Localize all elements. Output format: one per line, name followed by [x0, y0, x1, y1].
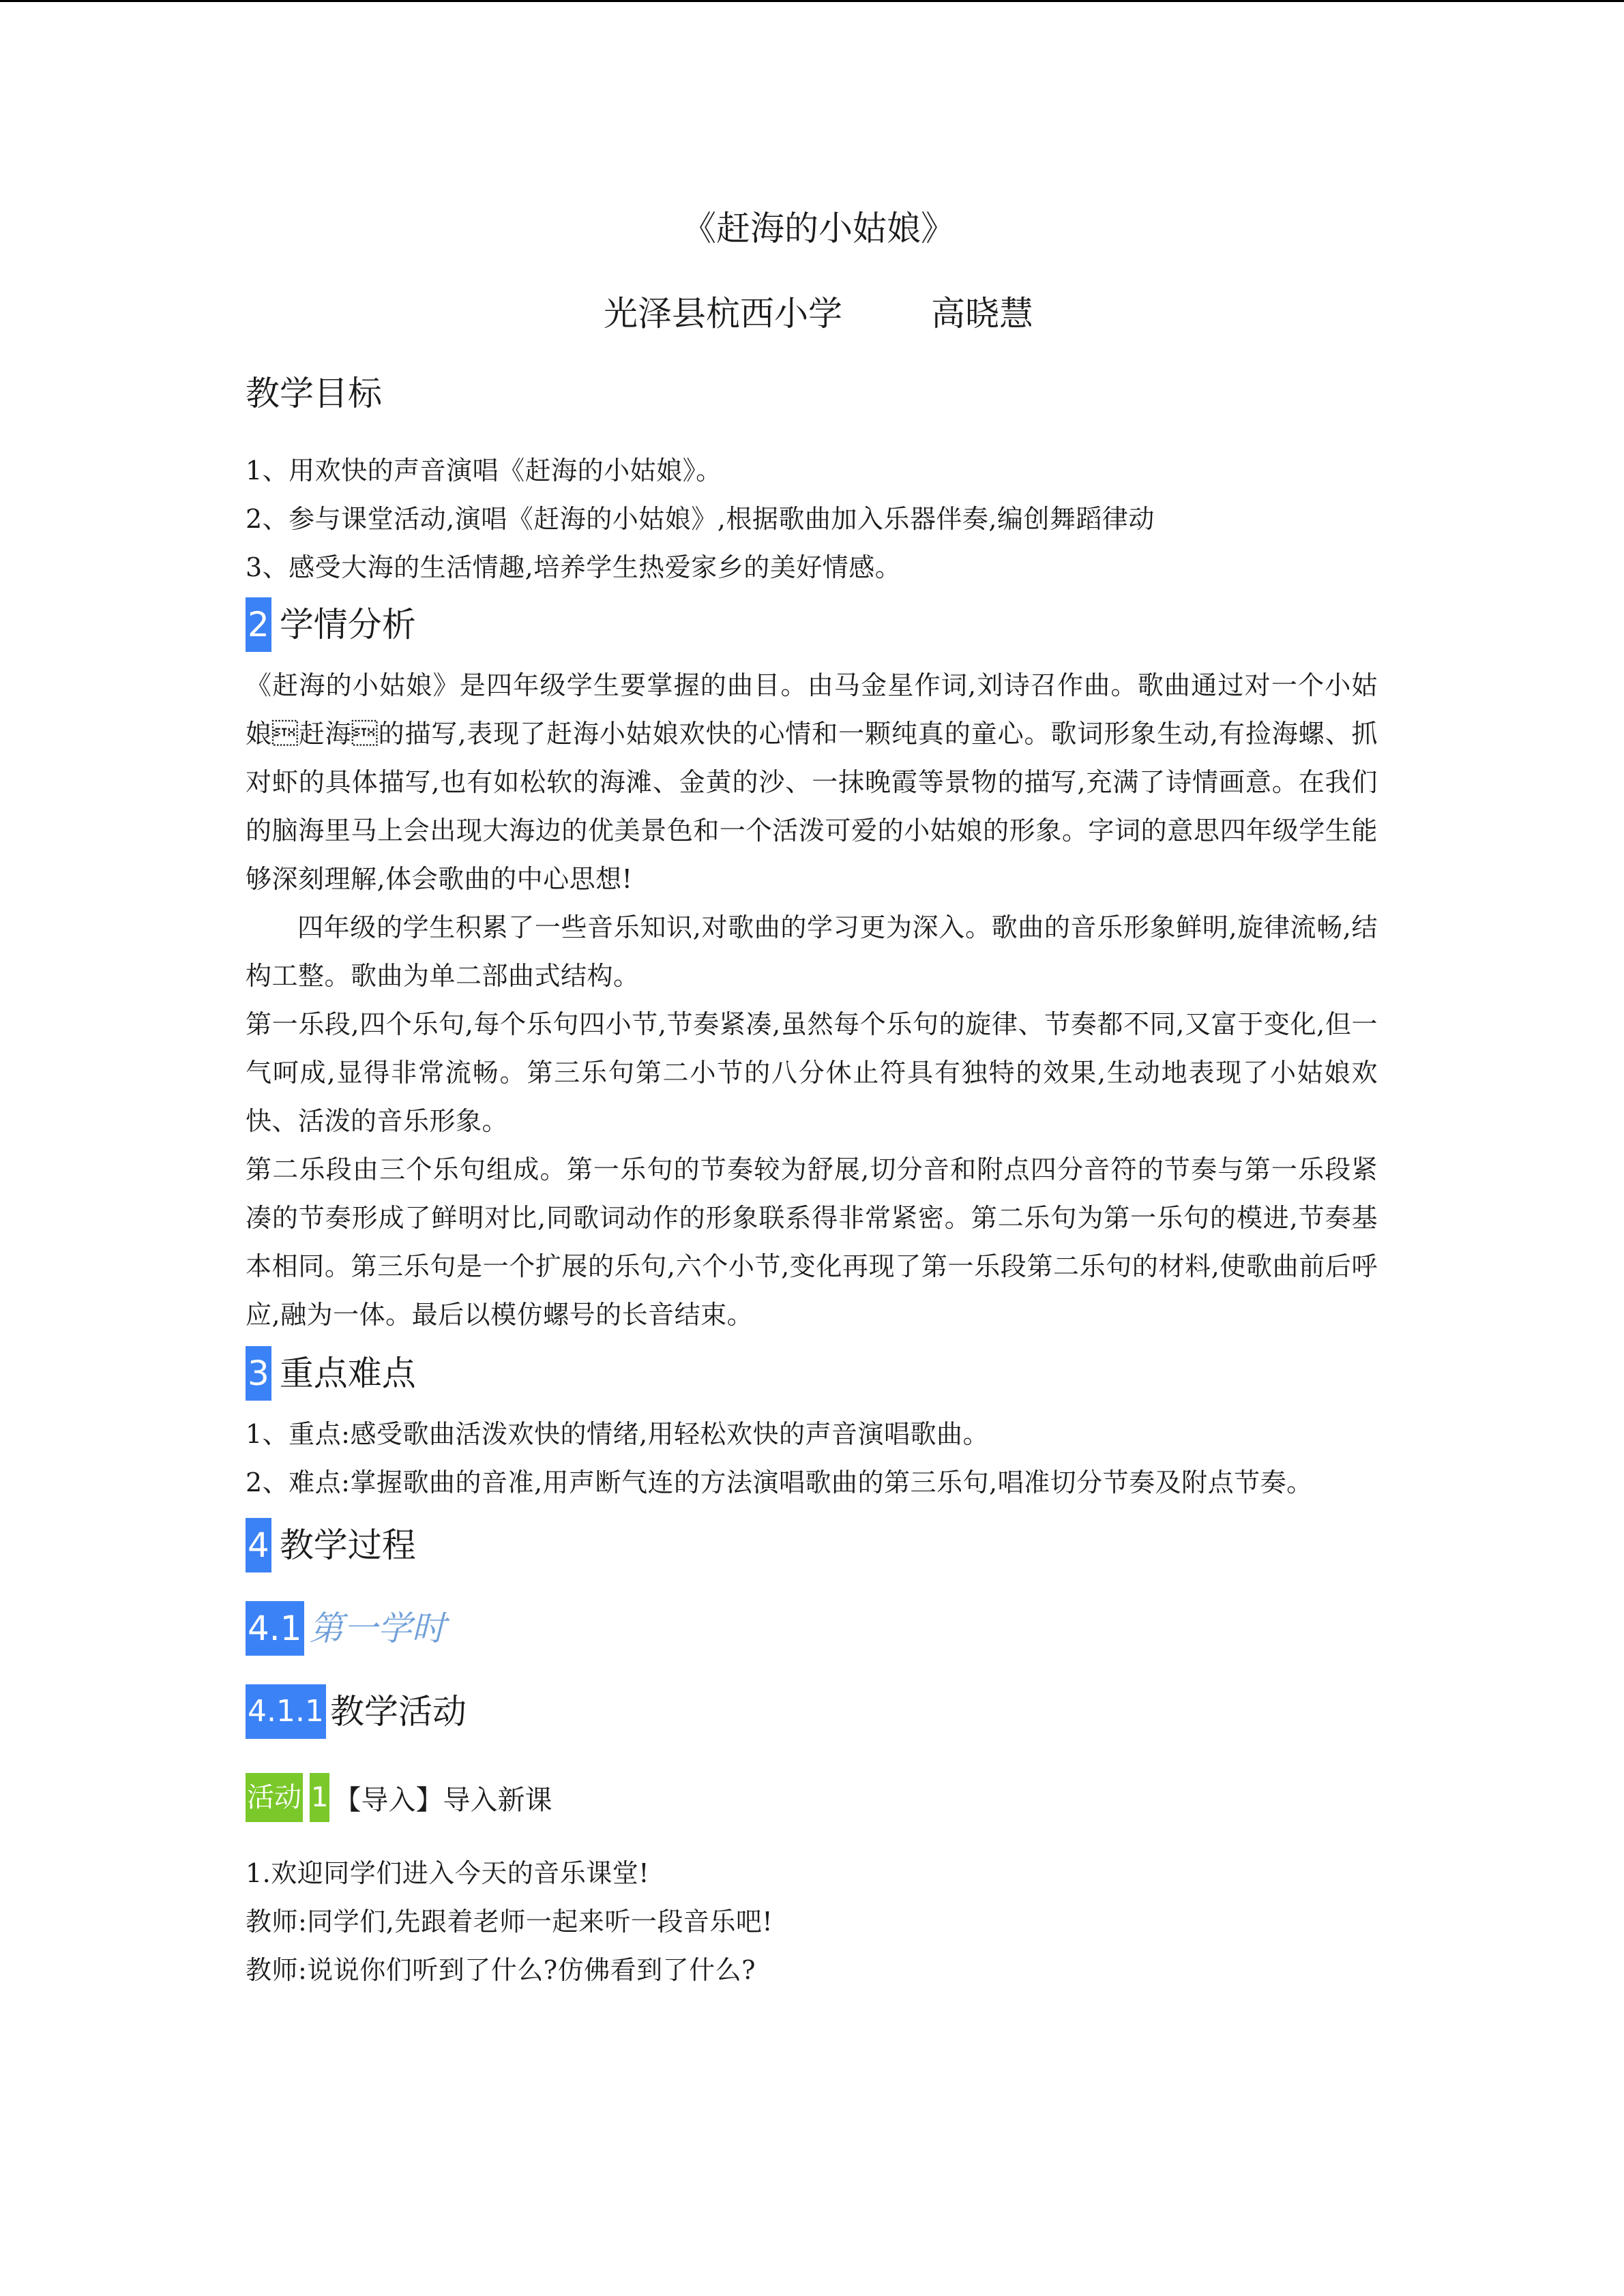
analysis-paragraph: 第二乐段由三个乐句组成。第一乐句的节奏较为舒展,切分音和附点四分音符的节奏与第一乐段紧凑的节奏形成了鲜明对比,同歌词动作的形象联系得非常紧密。第二乐句为第一乐句的模进,节奏基本相同。第三乐句是一个扩展的乐句,六个小节,变化再现了第一乐段第二乐句的材料,使歌曲前后呼应,融为一体。最后以模仿螺号的长音结束。: [246, 1154, 1378, 1330]
activity-line: 1.欢迎同学们进入今天的音乐课堂!: [246, 1858, 650, 1888]
objective-item: 1、用欢快的声音演唱《赶海的小姑娘》。: [246, 456, 722, 486]
objective-item: 3、感受大海的生活情趣,培养学生热爱家乡的美好情感。: [246, 552, 902, 582]
process-heading-text: 教学过程: [279, 1525, 416, 1565]
school-name: 光泽县杭西小学: [604, 294, 842, 333]
objective-item: 2、参与课堂活动,演唱《赶海的小姑娘》,根据歌曲加入乐器伴奏,编创舞蹈律动: [246, 504, 1155, 534]
document-title: 《赶海的小姑娘》: [682, 209, 955, 248]
keypoints-heading-text: 重点难点: [279, 1354, 416, 1393]
author-line: [246, 290, 1378, 338]
objectives-list: [246, 447, 1378, 592]
activity-lines: [246, 1849, 1378, 1995]
activity-badge: 活动: [246, 1773, 303, 1822]
activities-heading: [246, 1684, 1378, 1739]
section-number-badge: 3: [246, 1346, 271, 1401]
section-number-badge: 4.1: [246, 1601, 304, 1656]
analysis-paragraph: 第一乐段,四个乐句,每个乐句四小节,节奏紧凑,虽然每个乐句的旋律、节奏都不同,又富于变化,但一气呵成,显得非常流畅。第三乐句第二小节的八分休止符具有独特的效果,生动地表现了小姑娘欢快、活泼的音乐形象。: [246, 1009, 1378, 1136]
objectives-heading: [246, 366, 1378, 421]
keypoints-list: [246, 1410, 1378, 1507]
analysis-paragraph: 四年级的学生积累了一些音乐知识,对歌曲的学习更为深入。歌曲的音乐形象鲜明,旋律流畅,结构工整。歌曲为单二部曲式结构。: [246, 912, 1378, 991]
objectives-heading-text: 教学目标: [246, 374, 382, 413]
lesson-heading-text: 第一学时: [309, 1609, 446, 1648]
page-top-border: [0, 0, 1624, 2]
activity-number-badge: 1: [310, 1773, 329, 1822]
process-heading: [246, 1518, 1378, 1572]
analysis-body: [246, 661, 1378, 1339]
section-number-badge: 2: [246, 597, 271, 652]
activity-line: 教师:说说你们听到了什么?仿佛看到了什么?: [246, 1955, 756, 1985]
activities-heading-text: 教学活动: [329, 1692, 467, 1731]
analysis-heading-text: 学情分析: [279, 605, 416, 644]
section-number-badge: 4.1.1: [246, 1684, 326, 1739]
keypoints-heading: [246, 1346, 1378, 1401]
analysis-heading: [246, 597, 1378, 652]
keypoint-item: 2、难点:掌握歌曲的音准,用声断气连的方法演唱歌曲的第三乐句,唱准切分节奏及附点节奏。: [246, 1467, 1313, 1497]
activity-row: [246, 1773, 1378, 1822]
section-number-badge: 4: [246, 1518, 271, 1572]
activity-line: 教师:同学们,先跟着老师一起来听一段音乐吧!: [246, 1907, 773, 1937]
author-name: 高晓慧: [931, 294, 1033, 333]
keypoint-item: 1、重点:感受歌曲活泼欢快的情绪,用轻松欢快的声音演唱歌曲。: [246, 1419, 990, 1449]
document-page: [246, 205, 1378, 1995]
lesson-heading: [246, 1601, 1378, 1656]
activity-title: 【导入】导入新课: [334, 1784, 552, 1816]
analysis-paragraph: 《赶海的小姑娘》是四年级学生要掌握的曲目。由马金星作词,刘诗召作曲。歌曲通过对一个小姑娘赶海的描写,表现了赶海小姑娘欢快的心情和一颗纯真的童心。歌词形象生动,有捡海螺、抓对虾的具体描写,也有如松软的海滩、金黄的沙、一抹晚霞等景物的描写,充满了诗情画意。在我们的脑海里马上会出现大海边的优美景色和一个活泼可爱的小姑娘的形象。字词的意思四年级学生能够深刻理解,体会歌曲的中心思想!: [246, 670, 1378, 894]
